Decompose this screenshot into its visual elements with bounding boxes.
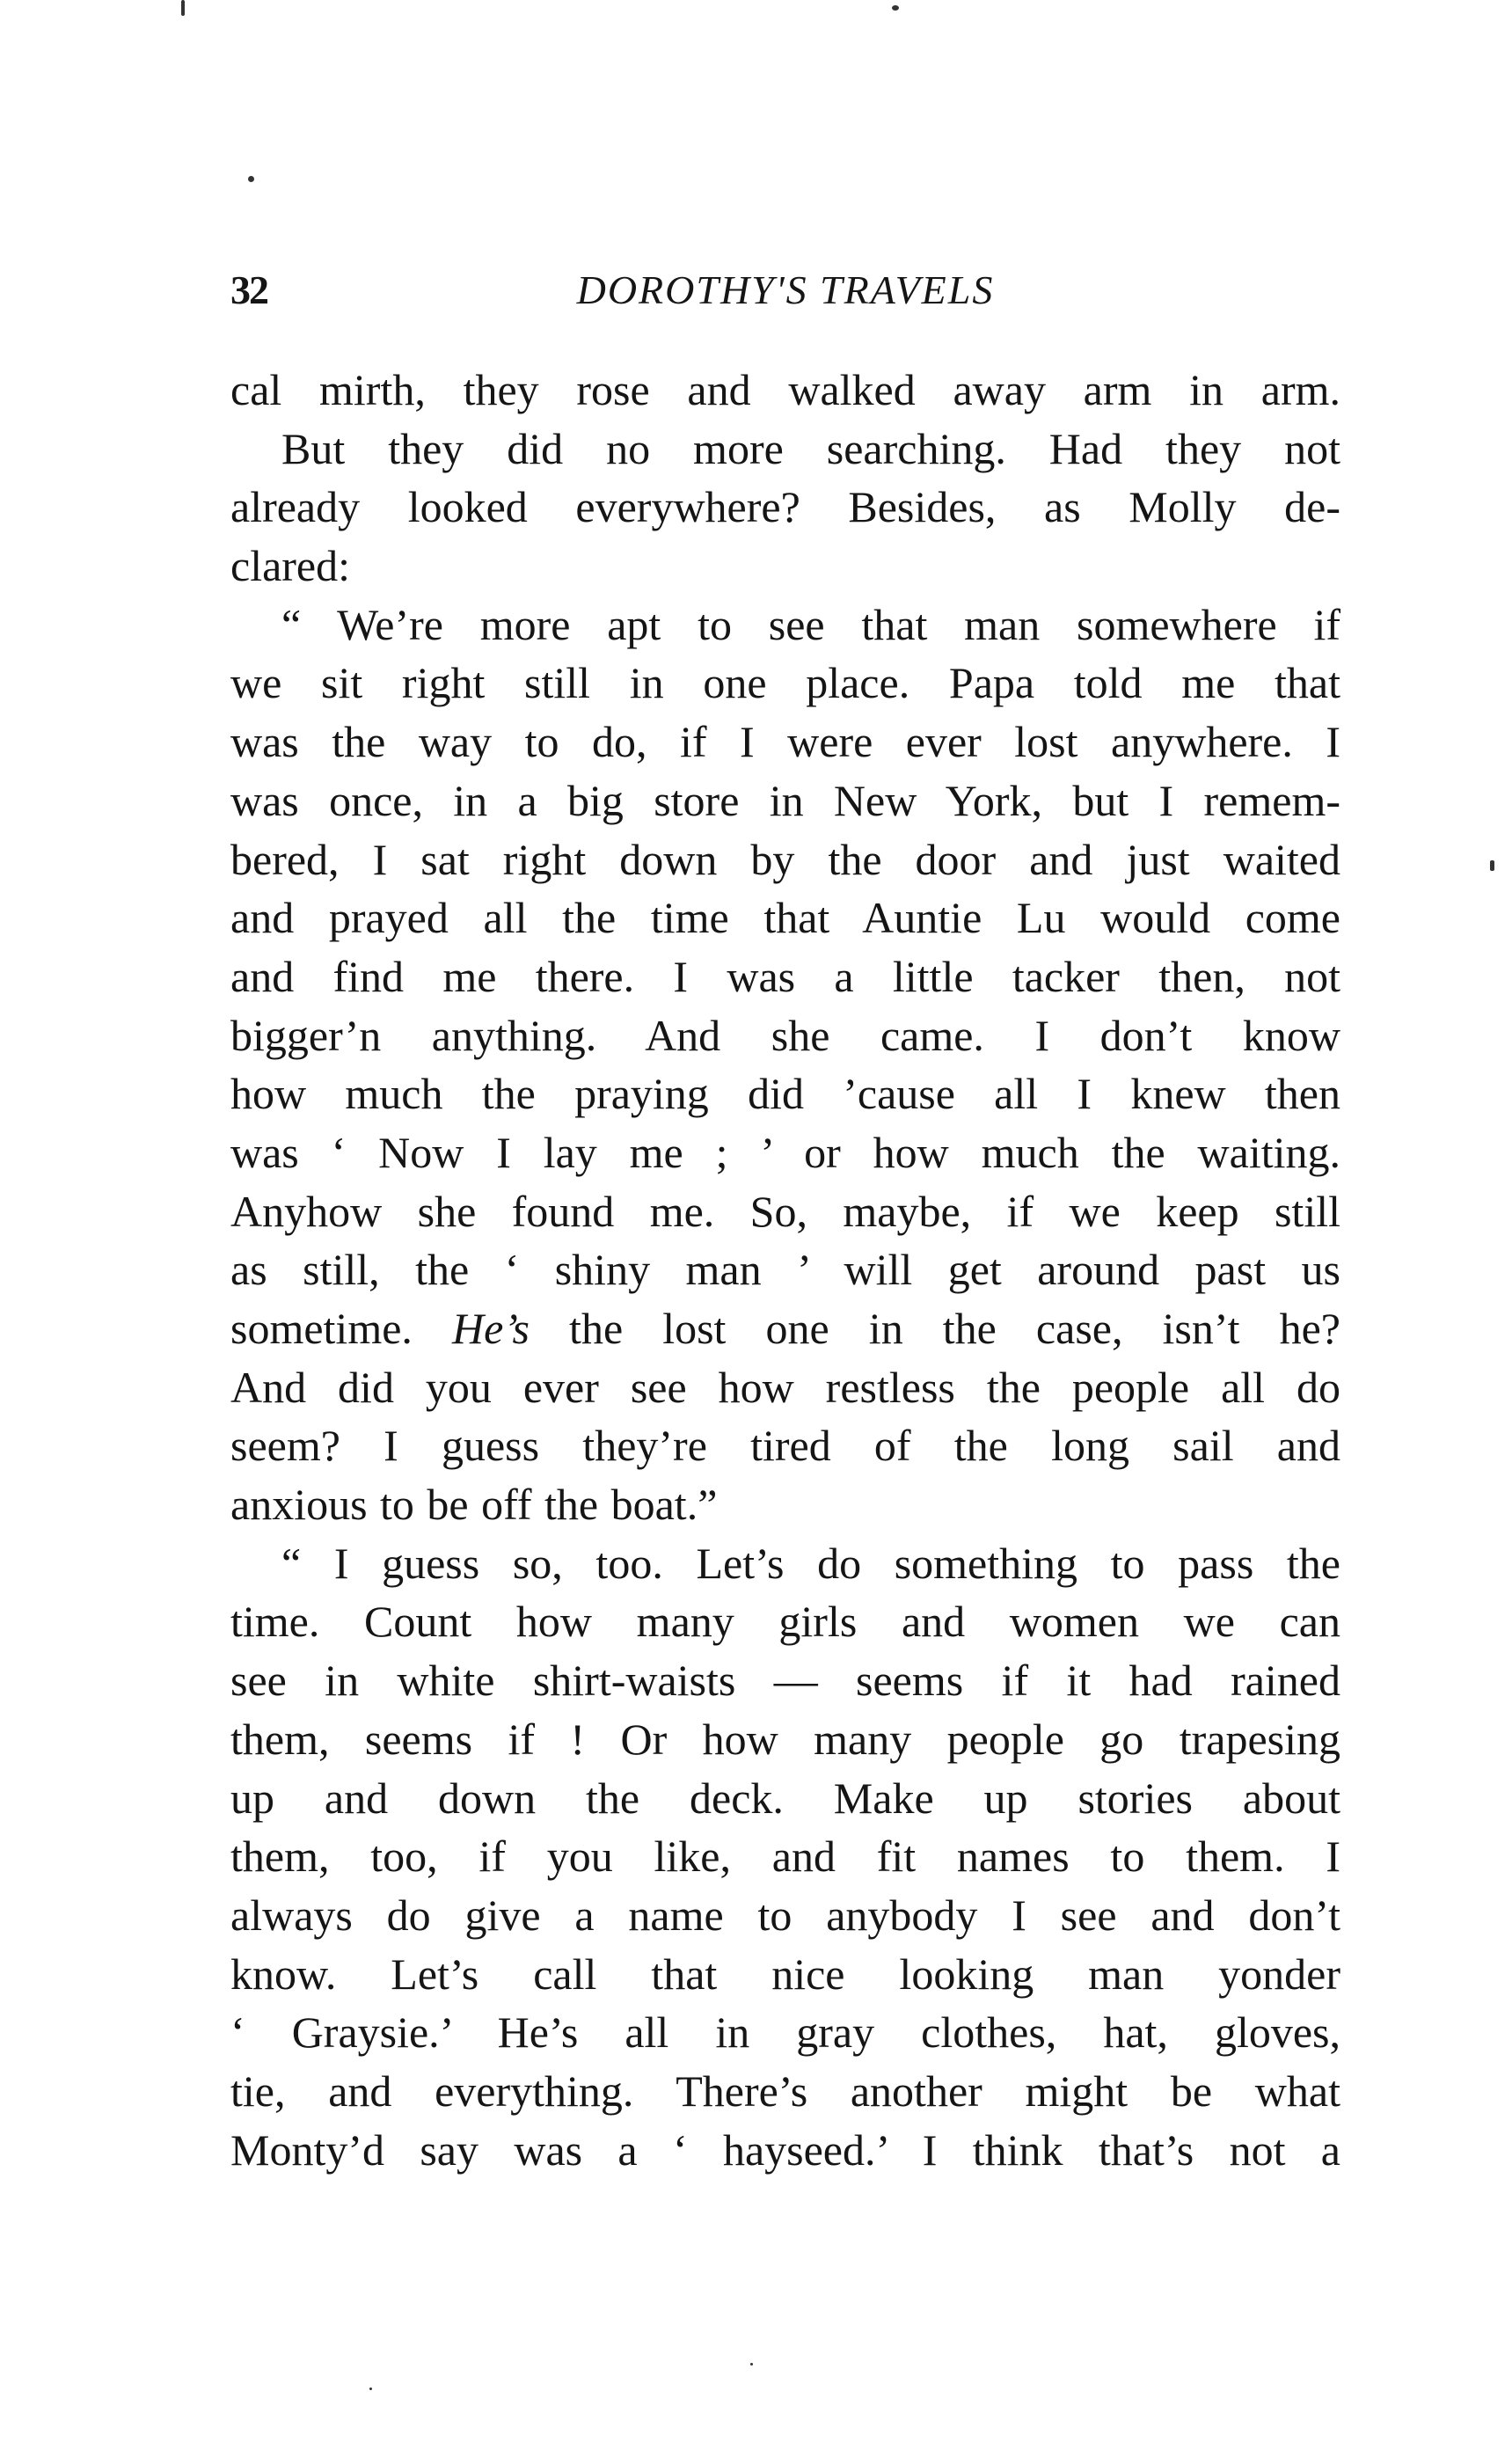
italic-emphasis: He’s xyxy=(452,1304,530,1353)
text-line: up and down the deck. Make up stories about xyxy=(230,1773,1340,1823)
text-line: But they did no more searching. Had they not xyxy=(281,423,1340,473)
text-line: tie, and everything. There’s another might be what xyxy=(230,2066,1340,2116)
ink-speck xyxy=(892,5,899,11)
text-line: clared: xyxy=(230,541,351,591)
text-line: them, too, if you like, and fit names to them. I xyxy=(230,1832,1340,1882)
text-line: see in white shirt-waists — seems if it had rained xyxy=(230,1656,1340,1706)
text-line: ‘ Graysie.’ He’s all in gray clothes, hat, gloves, xyxy=(230,2007,1340,2058)
text-line: how much the praying did ’cause all I knew then xyxy=(230,1069,1340,1119)
ink-speck xyxy=(1490,860,1494,871)
text-line: them, seems if ! Or how many people go trapesing xyxy=(230,1714,1340,1764)
page-header xyxy=(230,264,1340,317)
text-line: Anyhow she found me. So, maybe, if we keep still xyxy=(230,1186,1340,1236)
ink-speck xyxy=(181,0,185,16)
body-text xyxy=(230,361,1340,2179)
text-line: know. Let’s call that nice looking man yonder xyxy=(230,1949,1340,1999)
text-line: as still, the ‘ shiny man ’ will get around past us xyxy=(230,1245,1340,1295)
text-line: anxious to be off the boat.” xyxy=(230,1480,718,1530)
text-line: cal mirth, they rose and walked away arm in arm. xyxy=(230,365,1340,414)
text-line: was ‘ Now I lay me ; ’ or how much the waiting. xyxy=(230,1127,1340,1177)
text-line: was the way to do, if I were ever lost anywhere. I xyxy=(230,717,1340,767)
text-line: “ I guess so, too. Let’s do something to pass the xyxy=(281,1538,1340,1588)
text-line: bered, I sat right down by the door and just waited xyxy=(230,834,1340,884)
text-line xyxy=(230,1299,1340,1358)
text-line: we sit right still in one place. Papa told me that xyxy=(230,658,1340,708)
text-line: Monty’d say was a ‘ hayseed.’ I think that’s not a xyxy=(230,2124,1340,2175)
ink-speck xyxy=(369,2388,372,2390)
text-line: was once, in a big store in New York, but I remem- xyxy=(230,775,1340,825)
text-line: “ We’re more apt to see that man somewhere if xyxy=(281,599,1340,649)
ink-speck xyxy=(248,176,254,182)
text-line: and prayed all the time that Auntie Lu would come xyxy=(230,893,1340,943)
text-line: always do give a name to anybody I see and don’t xyxy=(230,1890,1340,1940)
running-head: DOROTHY'S TRAVELS xyxy=(576,267,995,312)
text-line: and find me there. I was a little tacker then, not xyxy=(230,951,1340,1001)
text-line: time. Count how many girls and women we can xyxy=(230,1597,1340,1647)
ink-speck xyxy=(750,2363,753,2366)
page-number: 32 xyxy=(230,267,267,312)
text-line: bigger’n anything. And she came. I don’t know xyxy=(230,1010,1340,1060)
text-segment: sometime. xyxy=(230,1304,452,1353)
text-line: And did you ever see how restless the people all do xyxy=(230,1362,1340,1412)
text-line: already looked everywhere? Besides, as Molly de- xyxy=(230,482,1340,532)
text-line: seem? I guess they’re tired of the long sail and xyxy=(230,1421,1340,1471)
text-segment: the lost one in the case, isn’t he? xyxy=(529,1304,1340,1353)
